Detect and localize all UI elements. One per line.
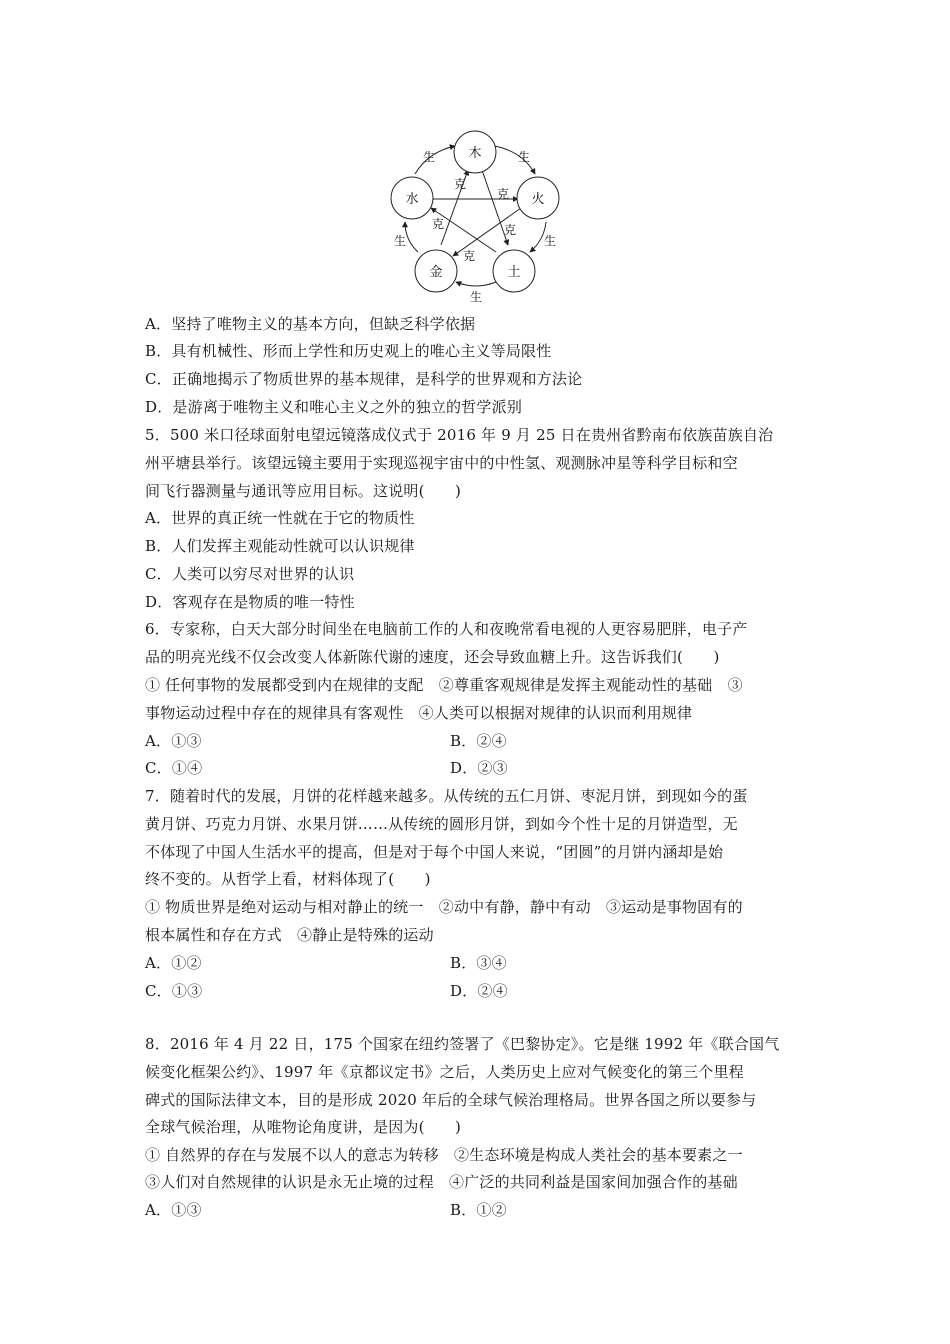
q7-option-a: A．①② (145, 954, 202, 972)
ke-label-1: 克 (453, 177, 467, 191)
node-fire: 火 (531, 192, 545, 207)
q6-stem-line: 品的明亮光线不仅会改变人体新陈代谢的速度，还会导致血糖上升。这告诉我们( ) (145, 648, 720, 666)
q8-item-line: ① 自然界的存在与发展不以人的意志为转移 ②生态环境是构成人类社会的基本要素之一 (145, 1146, 743, 1164)
q6-option-c: C．①④ (145, 759, 203, 777)
sheng-label-2: 生 (517, 150, 531, 164)
q7-stem-line: 黄月饼、巧克力月饼、水果月饼……从传统的圆形月饼，到如今个性十足的月饼造型，无 (145, 815, 738, 833)
q7-option-b: B．③④ (450, 954, 507, 972)
q7-option-c: C．①③ (145, 982, 203, 1000)
q4-option-c: C．正确地揭示了物质世界的基本规律，是科学的世界观和方法论 (145, 370, 583, 388)
ke-label-3: 克 (431, 217, 445, 231)
q6-item-line: 事物运动过程中存在的规律具有客观性 ④人类可以根据对规律的认识而利用规律 (145, 704, 693, 722)
q8-stem-line: 候变化框架公约》、1997 年《京都议定书》之后，人类历史上应对气候变化的第三个里程 (145, 1063, 744, 1081)
q4-option-d: D．是游离于唯物主义和唯心主义之外的独立的哲学派别 (145, 398, 523, 416)
q4-option-b: B．具有机械性、形而上学性和历史观上的唯心主义等局限性 (145, 342, 552, 360)
q5-stem-line: 5．500 米口径球面射电望远镜落成仪式于 2016 年 9 月 25 日在贵州省黔南布依族苗族自治 (145, 426, 774, 444)
q5-stem-line: 间飞行器测量与通讯等应用目标。这说明( ) (145, 482, 462, 500)
q4-option-a: A．坚持了唯物主义的基本方向，但缺乏科学依据 (145, 315, 476, 333)
q5-stem-line: 州平塘县举行。该望远镜主要用于实现巡视宇宙中的中性氢、观测脉冲星等科学目标和空 (145, 454, 738, 472)
q7-option-d: D．②④ (450, 982, 508, 1000)
node-water: 水 (405, 192, 419, 207)
q7-stem-line: 不体现了中国人生活水平的提高，但是对于每个中国人来说，“团圆”的月饼内涵却是始 (145, 843, 724, 861)
sheng-label-4: 生 (393, 234, 407, 248)
q8-stem-line: 8．2016 年 4 月 22 日，175 个国家在纽约签署了《巴黎协定》。它是继 1992 年《联合国气 (145, 1035, 780, 1053)
q5-option-d: D．客观存在是物质的唯一特性 (145, 593, 355, 611)
five-elements-diagram (378, 122, 578, 307)
q7-item-line: 根本属性和存在方式 ④静止是特殊的运动 (145, 926, 434, 944)
sheng-arrow-earth-metal (456, 282, 496, 286)
q5-option-b: B．人们发挥主观能动性就可以认识规律 (145, 537, 415, 555)
q6-option-d: D．②③ (450, 759, 508, 777)
sheng-label-5: 生 (469, 290, 483, 304)
q7-item-line: ① 物质世界是绝对运动与相对静止的统一 ②动中有静，静中有动 ③运动是事物固有的 (145, 898, 743, 916)
q8-option-b: B．①② (450, 1201, 507, 1219)
ke-label-5: 克 (462, 249, 476, 263)
q8-stem-line: 全球气候治理，从唯物论角度讲，是因为( ) (145, 1118, 462, 1136)
q8-option-a: A．①③ (145, 1201, 202, 1219)
q7-stem-line: 终不变的。从哲学上看，材料体现了( ) (145, 870, 431, 888)
node-metal: 金 (429, 265, 443, 280)
q8-stem-line: 碑式的国际法律文本，目的是形成 2020 年后的全球气候治理格局。世界各国之所以要参与 (145, 1091, 757, 1109)
q5-option-a: A．世界的真正统一性就在于它的物质性 (145, 509, 415, 527)
ke-label-2: 克 (496, 187, 510, 201)
node-wood: 木 (468, 146, 482, 161)
sheng-label-1: 生 (422, 150, 436, 164)
ke-label-4: 克 (503, 223, 517, 237)
q6-option-a: A．①③ (145, 732, 202, 750)
q6-option-b: B．②④ (450, 732, 507, 750)
node-earth: 土 (507, 265, 521, 280)
sheng-label-3: 生 (543, 234, 557, 248)
q7-stem-line: 7．随着时代的发展，月饼的花样越来越多。从传统的五仁月饼、枣泥月饼，到现如今的蛋 (145, 787, 748, 805)
q5-option-c: C．人类可以穷尽对世界的认识 (145, 565, 355, 583)
sheng-arrow-metal-water (405, 222, 418, 252)
q8-item-line: ③人们对自然规律的认识是永无止境的过程 ④广泛的共同利益是国家间加强合作的基础 (145, 1173, 738, 1191)
q6-item-line: ① 任何事物的发展都受到内在规律的支配 ②尊重客观规律是发挥主观能动性的基础 ③ (145, 676, 743, 694)
q6-stem-line: 6．专家称，白天大部分时间坐在电脑前工作的人和夜晚常看电视的人更容易肥胖，电子产 (145, 620, 748, 638)
